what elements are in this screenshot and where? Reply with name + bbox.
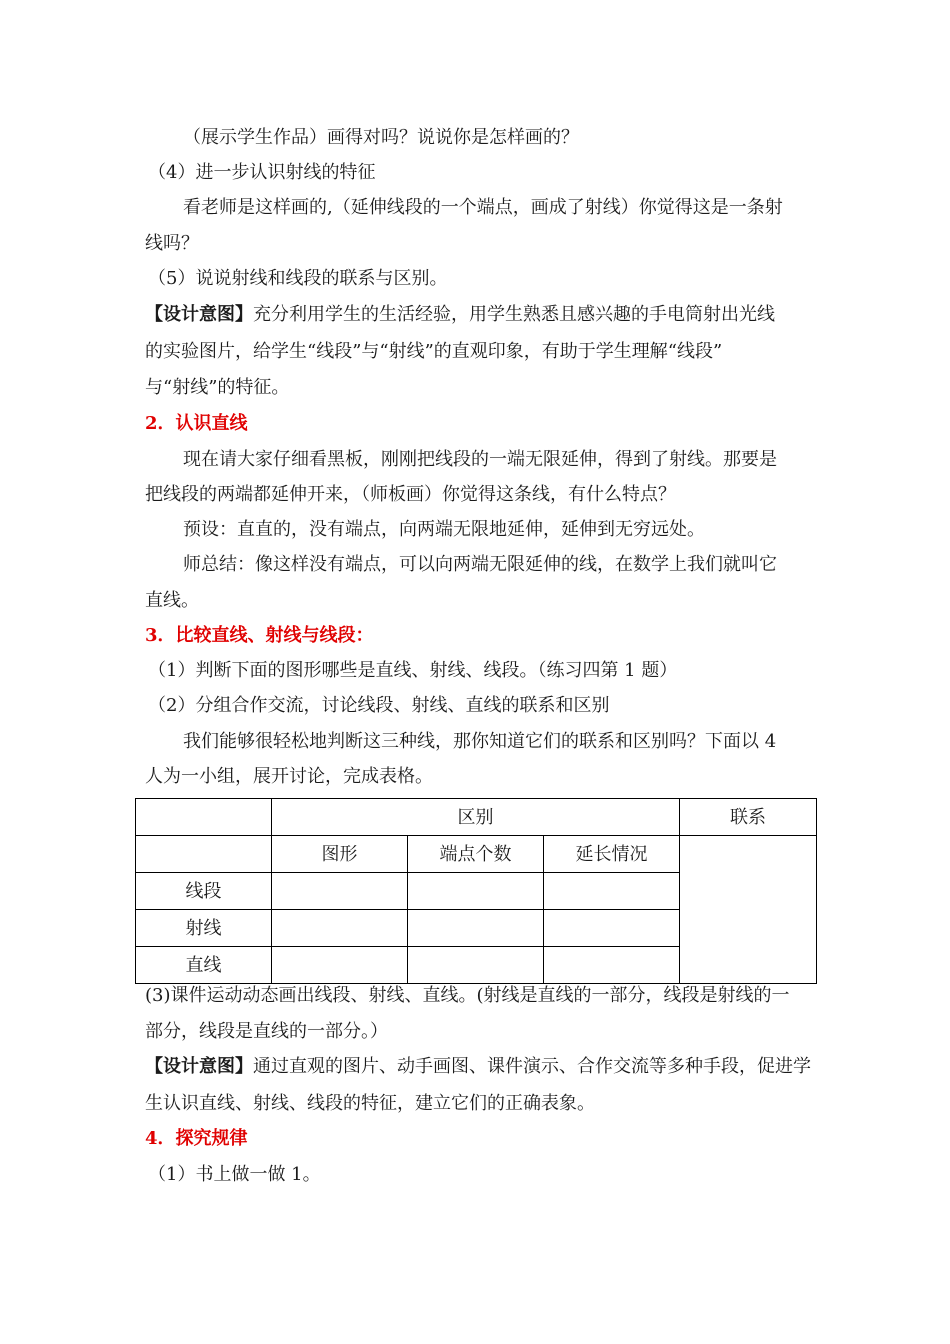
table-cell — [408, 910, 544, 947]
subheader-shape: 图形 — [272, 836, 408, 873]
line-19: (3)课件运动动态画出线段、射线、直线。(射线是直线的一部分，线段是射线的一 — [145, 985, 790, 1006]
row-label-segment: 线段 — [136, 873, 272, 910]
header-difference: 区别 — [272, 799, 680, 836]
line-6: 的实验图片，给学生“线段”与“射线”的直观印象，有助于学生理解“线段” — [145, 341, 723, 362]
line-4: （5）说说射线和线段的联系与区别。 — [148, 268, 448, 289]
design-intent-text: 充分利用学生的生活经验，用学生熟悉且感兴趣的手电筒射出光线 — [253, 304, 775, 325]
line-9: 现在请大家仔细看黑板，刚刚把线段的一端无限延伸，得到了射线。那要是 — [183, 449, 777, 470]
line-24: （1）书上做一做 1。 — [148, 1164, 321, 1185]
table-cell — [408, 947, 544, 984]
table-cell — [272, 947, 408, 984]
line-17: 我们能够很轻松地判断这三种线，那你知道它们的联系和区别吗？下面以 4 — [183, 731, 777, 752]
comparison-table — [135, 798, 817, 984]
section-heading-2: 2．认识直线 — [145, 413, 248, 434]
line-7: 与“射线”的特征。 — [145, 377, 290, 398]
line-20: 部分，线段是直线的一部分。） — [145, 1021, 388, 1042]
line-1: （4）进一步认识射线的特征 — [148, 162, 376, 183]
table-cell — [544, 947, 680, 984]
header-relation: 联系 — [680, 799, 817, 836]
line-18: 人为一小组，展开讨论，完成表格。 — [145, 766, 433, 787]
line-15: （1）判断下面的图形哪些是直线、射线、线段。（练习四第 1 题） — [148, 660, 678, 681]
section-heading-3: 3．比较直线、射线与线段： — [145, 625, 374, 646]
line-22: 生认识直线、射线、线段的特征，建立它们的正确表象。 — [145, 1093, 595, 1114]
design-intent-label: 【设计意图】 — [145, 304, 253, 325]
table-cell — [544, 873, 680, 910]
row-label-line: 直线 — [136, 947, 272, 984]
table-cell — [272, 910, 408, 947]
design-intent-label: 【设计意图】 — [145, 1056, 253, 1077]
table-cell — [544, 910, 680, 947]
table-cell — [408, 873, 544, 910]
design-intent-1 — [145, 304, 775, 326]
line-10: 把线段的两端都延伸开来，（师板画）你觉得这条线，有什么特点？ — [145, 484, 676, 505]
section-heading-4: 4．探究规律 — [145, 1128, 248, 1149]
design-intent-text: 通过直观的图片、动手画图、课件演示、合作交流等多种手段，促进学 — [253, 1056, 811, 1077]
line-16: （2）分组合作交流，讨论线段、射线、直线的联系和区别 — [148, 695, 610, 716]
row-label-ray: 射线 — [136, 910, 272, 947]
line-12: 师总结：像这样没有端点，可以向两端无限延伸的线，在数学上我们就叫它 — [183, 554, 777, 575]
line-2: 看老师是这样画的,（延伸线段的一个端点，画成了射线）你觉得这是一条射 — [183, 197, 783, 218]
line-3: 线吗？ — [145, 233, 199, 254]
relation-cell — [680, 836, 817, 984]
design-intent-2 — [145, 1056, 811, 1078]
line-13: 直线。 — [145, 590, 199, 611]
table-empty-cell — [136, 836, 272, 873]
line-0: （展示学生作品）画得对吗？说说你是怎样画的？ — [183, 127, 579, 148]
subheader-extension: 延长情况 — [544, 836, 680, 873]
subheader-endpoints: 端点个数 — [408, 836, 544, 873]
line-11: 预设：直直的，没有端点，向两端无限地延伸，延伸到无穷远处。 — [183, 519, 705, 540]
table-corner-cell — [136, 799, 272, 836]
table-cell — [272, 873, 408, 910]
